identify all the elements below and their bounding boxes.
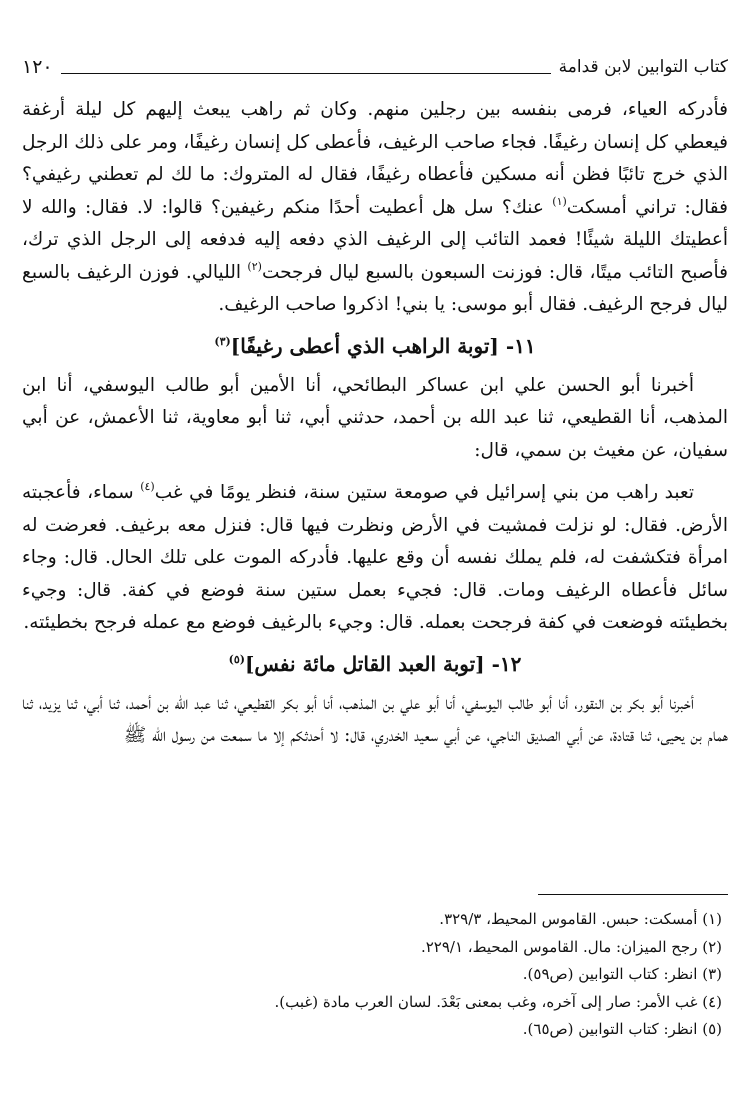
intro-text-3: الليالي. فوزن الرغيف بالسبع ليال فرجح الرغيف. فقال أبو موسى: يا بني! اذكروا صاحب الرغيف.	[22, 261, 728, 315]
section-12-heading	[22, 640, 728, 688]
intro-paragraph	[22, 94, 728, 322]
footnote-ref-2: (٢)	[247, 259, 262, 273]
footnote-ref-1: (١)	[552, 194, 567, 208]
intro-text: فأدركه العياء، فرمى بنفسه بين رجلين منهم. وكان ثم راهب يبعث إليهم كل ليلة أرغفة فيعطي كل إنسان رغيفًا. فجاء صاحب الرغيف، فأعطى كل إنسان رغيفًا، ومر على ذلك الرجل الذي خرج تائبًا فظن أنه مسكين فأعطاه رغيفًا، فقال له المتروك: ما لك لم تعطني رغيفي؟ فقال: تراني أمسكت	[22, 99, 728, 218]
footnote-3: (٣) انظر: كتاب التوابين (ص٥٩).	[522, 965, 722, 983]
running-title: كتاب التوابين لابن قدامة	[558, 57, 728, 77]
story-text-a: تعبد راهب من بني إسرائيل في صومعة ستين سنة، فنظر يومًا في غب	[154, 482, 694, 503]
section-11-story	[22, 477, 728, 640]
section-11-isnad: أخبرنا أبو الحسن علي ابن عساكر البطائحي، أنا الأمين أبو طالب اليوسفي، أنا ابن المذهب، أنا القطيعي، ثنا عبد الله بن أحمد، حدثني أبي، ثنا أبو معاوية، ثنا الأعمش، عن أبي سفيان، عن مغيث بن سمي، قال:	[22, 374, 728, 461]
footnotes	[22, 906, 728, 1044]
intro-text-2: عنك؟ سل هل أعطيت أحدًا منكم رغيفين؟ قالوا: لا. فقال: والله لا أعطيتك الليلة شيئًا! فعمد التائب إلى الرغيف الذي دفعه إليه فدفعه إلى الرجل الذي ترك، فأصبح التائب ميتًا، قال: فوزنت السبعون بالسبع ليال فرجحت	[22, 196, 729, 283]
section-12-title: ١٢- [توبة العبد القاتل مائة نفس]	[244, 651, 522, 676]
page-body	[22, 94, 728, 753]
footnote-2: (٢) رجح الميزان: مال. القاموس المحيط، ٢٢٩/١.	[420, 937, 722, 956]
footnote-5: (٥) انظر: كتاب التوابين (ص٦٥).	[522, 1020, 722, 1038]
book-page	[22, 0, 728, 1106]
footnote-1: (١) أمسكت: حبس. القاموس المحيط، ٣٢٩/٣.	[439, 910, 722, 928]
footnote-ref-4: (٤)	[140, 480, 155, 493]
story-text-b: سماء، فأعجبته الأرض. فقال: لو نزلت فمشيت في الأرض ونظرت فيها قال: فنزل معه برغيف. فعرضت له امرأة فتكشفت له، فلم يملك نفسه أن وقع عليها. فأدركه الموت على تلك الحال. قال: وجاء سائل فأعطاه الرغيف ومات. قال: فجيء بعمل ستين سنة فوضع في كفة. قال: وجيء بخطيئته فوضعت في كفة فرجحت بعمله. قال: وجيء بالرغيف فوضع مع عمله فرجح بخطيئته.	[22, 482, 728, 633]
footnote-4: (٤) غب الأمر: صار إلى آخره، وغب بمعنى بَعْدَ. لسان العرب مادة (غبب).	[274, 992, 722, 1011]
footnote-ref-3: (٣)	[214, 334, 231, 348]
section-11-heading	[22, 322, 728, 370]
page-header	[22, 52, 728, 82]
footnote-rule	[538, 894, 728, 895]
section-11-title: ١١- [توبة الراهب الذي أعطى رغيفًا]	[230, 333, 536, 358]
section-12-paragraph: أخبرنا أبو بكر بن النقور، أنا أبو طالب اليوسفي، أنا أبو علي بن المذهب، أنا أبو بكر القطيعي، ثنا عبد الله بن أحمد، ثنا أبي، ثنا يزيد، ثنا همام بن يحيى، ثنا قتادة، عن أبي الصديق الناجي، عن أبي سعيد الخدري، قال: لا أحدثكم إلا ما سمعت من رسول الله ﷺ	[22, 692, 728, 746]
header-rule	[61, 73, 551, 74]
page-number: ١٢٠	[22, 56, 53, 78]
footnote-ref-5: (٥)	[228, 652, 245, 666]
